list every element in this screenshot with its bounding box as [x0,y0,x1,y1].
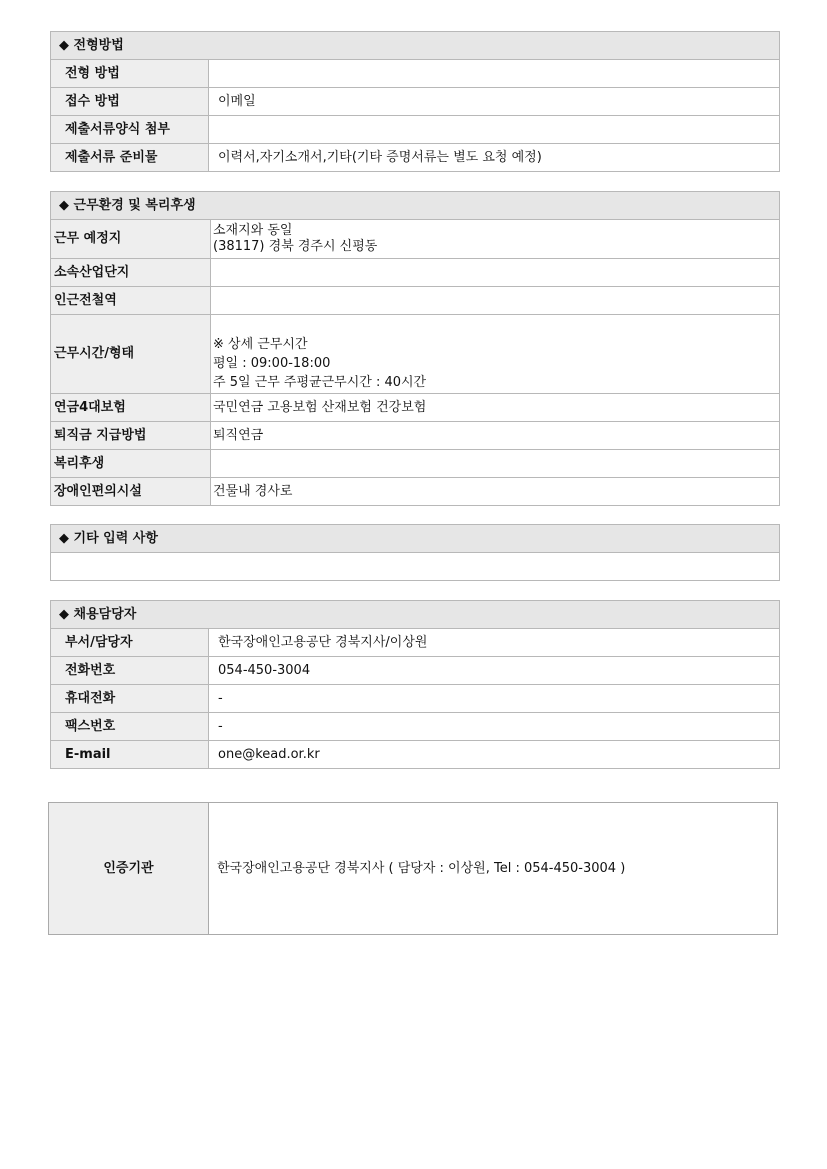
mobile-label: 휴대전화 [51,685,209,713]
other-table [50,524,780,581]
contact-header: ◆ 채용담당자 [51,601,780,629]
screening-header: ◆ 전형방법 [51,32,780,60]
application-method-value: 이메일 [209,88,780,116]
welfare-header: ◆ 근무환경 및 복리후생 [51,192,780,220]
work-hours-label: 근무시간/형태 [51,315,211,394]
application-method-label: 접수 방법 [51,88,209,116]
mobile-value: - [209,685,780,713]
required-documents-value: 이력서,자기소개서,기타(기타 증명서류는 별도 요청 예정) [209,144,780,172]
workplace-label: 근무 예정지 [51,220,211,259]
nearby-station-label: 인근전철역 [51,287,211,315]
screening-method-label: 전형 방법 [51,60,209,88]
benefits-label: 복리후생 [51,450,211,478]
workplace-value [211,220,780,259]
fax-label: 팩스번호 [51,713,209,741]
department-manager-value: 한국장애인고용공단 경북지사/이상원 [209,629,780,657]
certification-value: 한국장애인고용공단 경북지사 ( 담당자 : 이상원, Tel : 054-450-3004 ) [209,803,778,935]
phone-value: 054-450-3004 [209,657,780,685]
insurance-label: 연금4대보험 [51,394,211,422]
department-manager-label: 부서/담당자 [51,629,209,657]
document-form-value [209,116,780,144]
work-hours-value [211,315,780,394]
email-value: one@kead.or.kr [209,741,780,769]
required-documents-label: 제출서류 준비물 [51,144,209,172]
email-label: E-mail [51,741,209,769]
document-form-label: 제출서류양식 첨부 [51,116,209,144]
workplace-line-2: (38117) 경북 경주시 신평동 [213,239,378,254]
welfare-table [50,191,780,506]
work-hours-line-3: 주 5일 근무 주평균근무시간 : 40시간 [213,374,427,390]
contact-table [50,600,780,769]
industrial-complex-label: 소속산업단지 [51,259,211,287]
fax-value: - [209,713,780,741]
severance-label: 퇴직금 지급방법 [51,422,211,450]
phone-label: 전화번호 [51,657,209,685]
disability-facilities-label: 장애인편의시설 [51,478,211,506]
work-hours-line-2: 평일 : 09:00-18:00 [213,355,331,371]
other-header: ◆ 기타 입력 사항 [51,525,780,553]
nearby-station-value [211,287,780,315]
certification-label: 인증기관 [49,803,209,935]
insurance-value: 국민연금 고용보험 산재보험 건강보험 [211,394,780,422]
benefits-value [211,450,780,478]
screening-table [50,31,780,172]
industrial-complex-value [211,259,780,287]
severance-value: 퇴직연금 [211,422,780,450]
workplace-line-1: 소재지와 동일 [213,223,293,238]
disability-facilities-value: 건물내 경사로 [211,478,780,506]
work-hours-line-1: ※ 상세 근무시간 [213,336,308,352]
other-value [51,553,780,581]
screening-method-value [209,60,780,88]
certification-table [48,802,778,935]
